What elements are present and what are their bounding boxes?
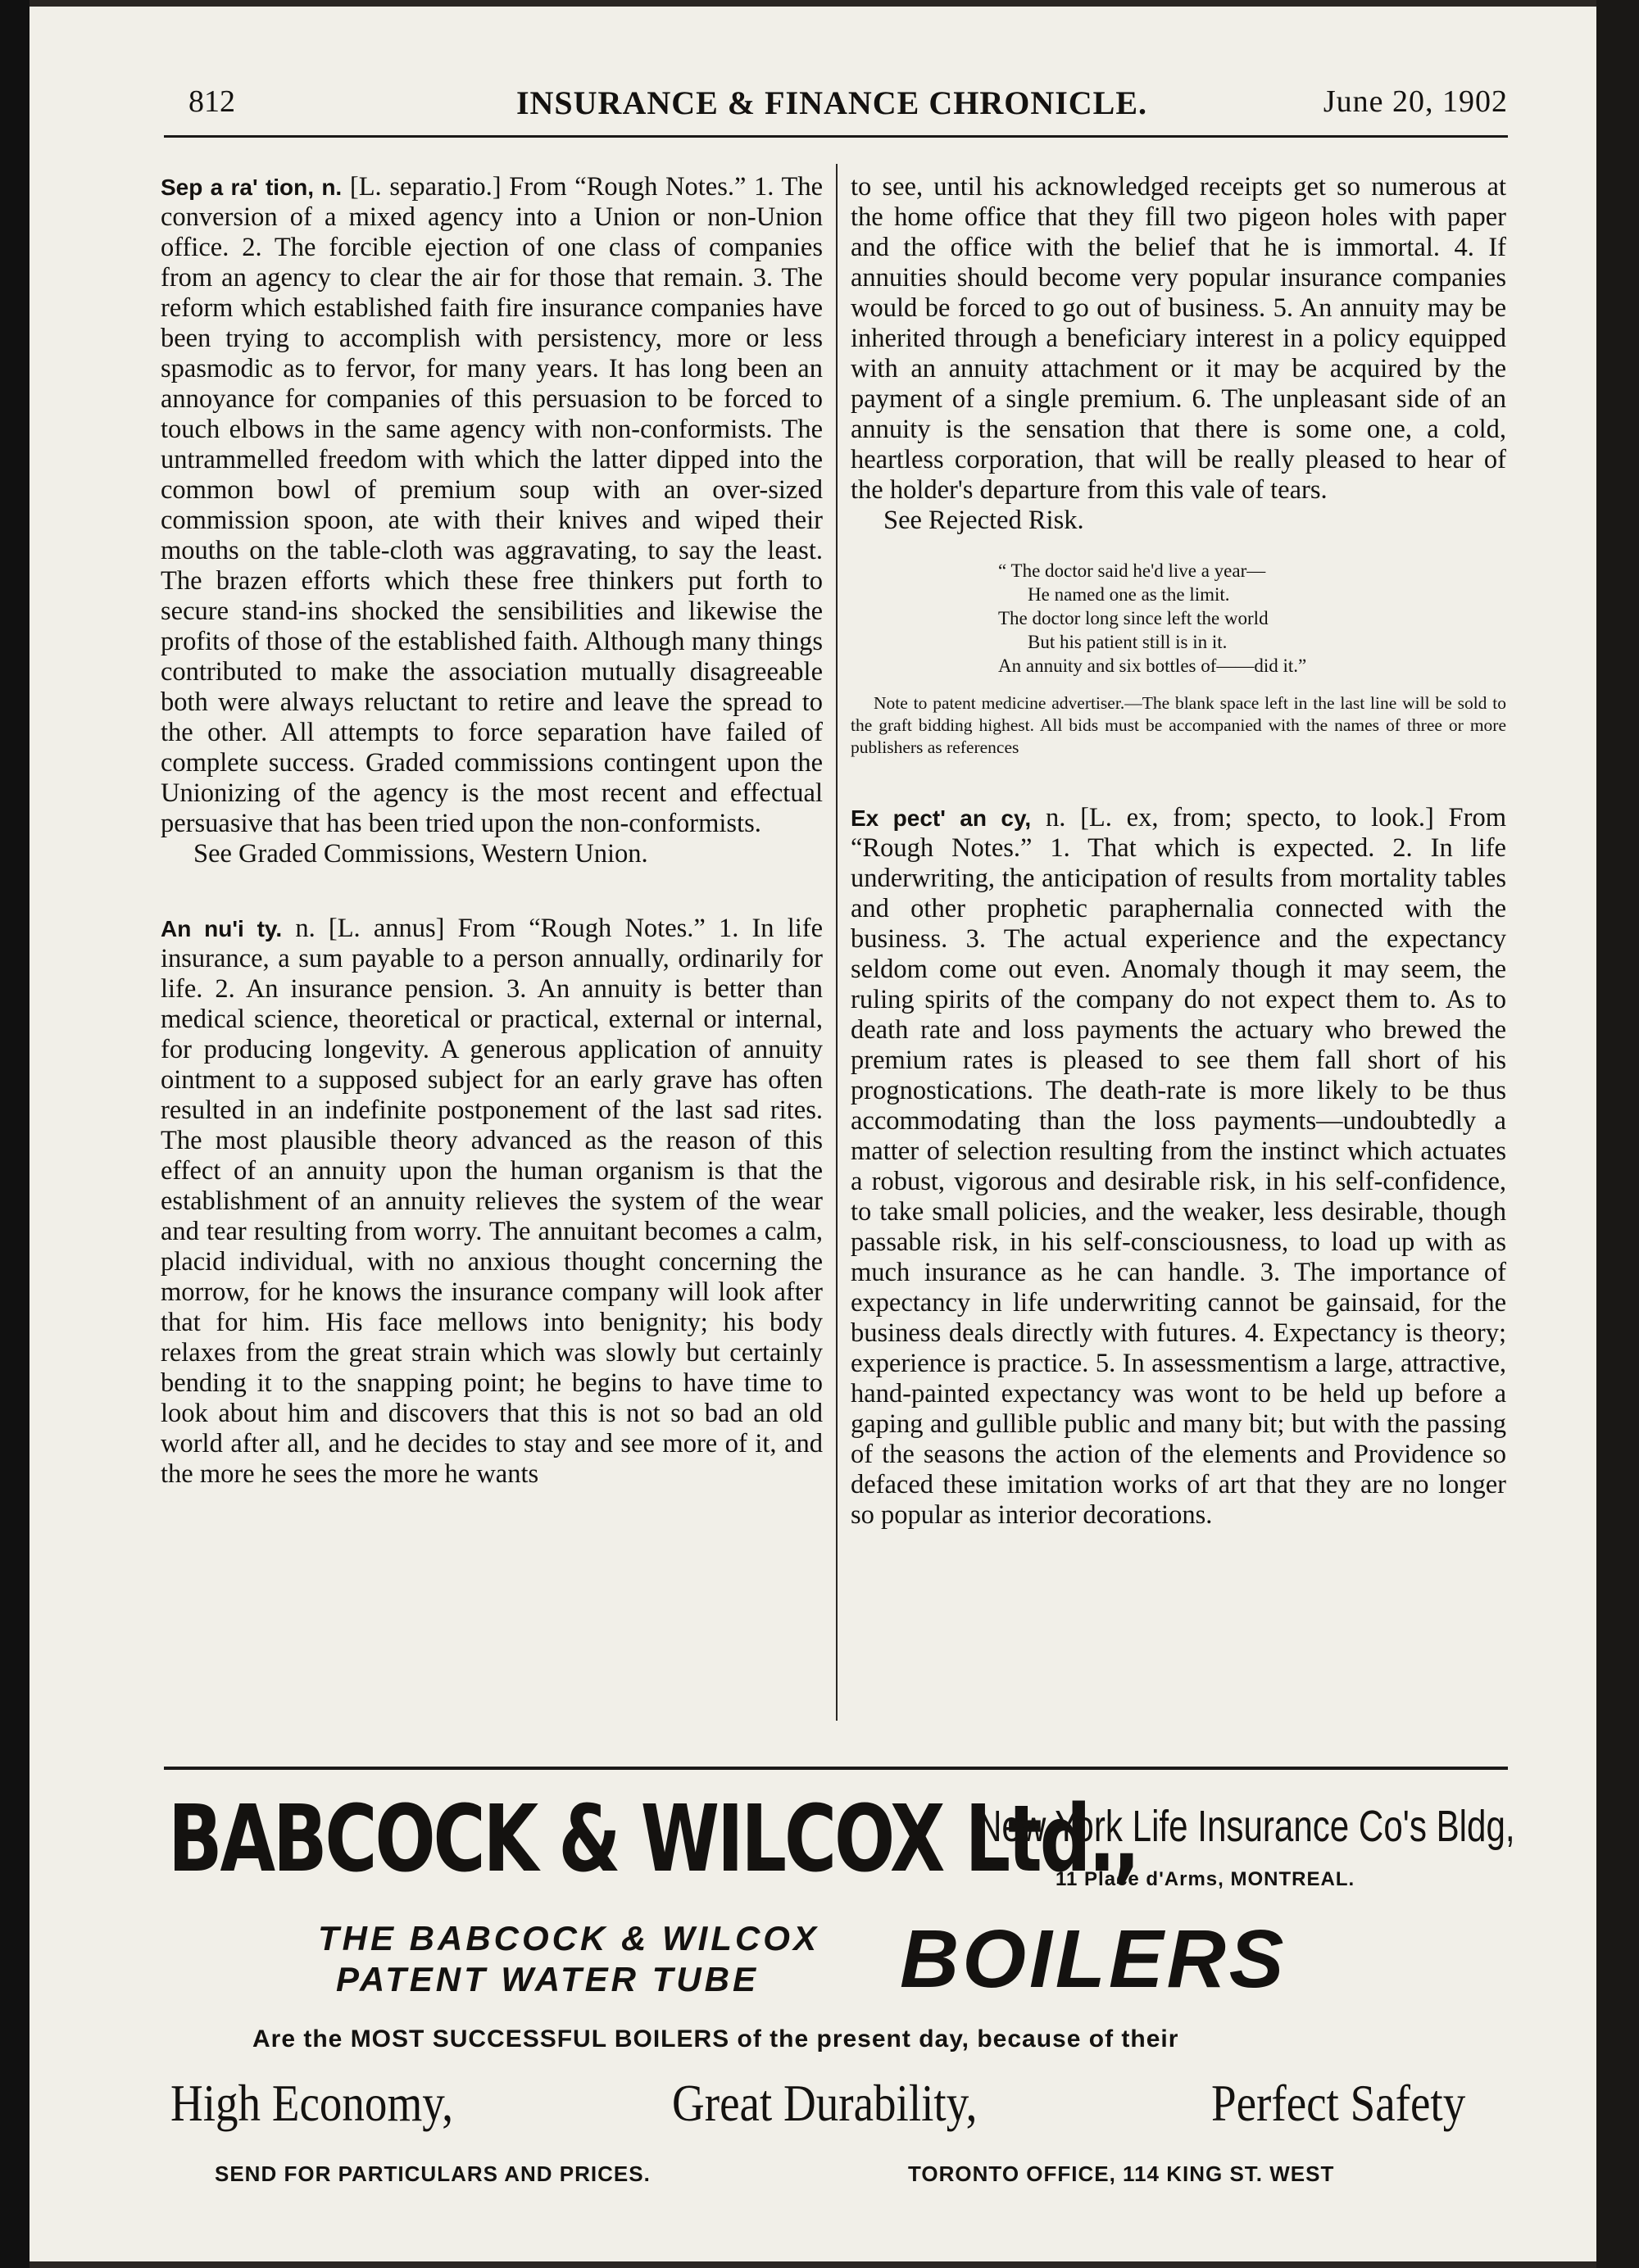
see-also: See Graded Commissions, Western Union. — [193, 839, 648, 869]
verse-line: “ The doctor said he'd live a year— — [998, 560, 1266, 581]
ad-product-line: PATENT WATER TUBE — [336, 1960, 759, 1998]
verse-line: An annuity and six bottles of——did it.” — [998, 655, 1307, 676]
scan-binding-right — [1596, 0, 1639, 2268]
scan-binding-left — [0, 0, 30, 2268]
entry-body: n. [L. ex, from; specto, to look.] From “Rough Notes.” 1. That which is expected. 2. In life underwriting, the anticipation of results from mortality tables and other prophetic paraphernalia connected with the business. 3. The actual experience and the expectancy seldom come out even. Anomaly though it may seem, the ruling spirits of the company do not expect them to. As to death rate and loss payments the actuary who brewed the premium rates is pleased to see them fall short of his prognostications. The death-rate is more likely to be thus accommodating than the loss payments—undoubtedly a matter of selection resulting from the instinct which actuates a robust, vigorous and desirable risk, in his self-confidence, to take small policies, and the weaker, less desirable, though passable risk, in his self-consciousness, to load up with as much insurance as he can handle. 3. The importance of expectancy in life underwriting cannot be gainsaid, for the business deals directly with futures. 4. Expectancy is theory; experience is practice. 5. In assessmentism a large, attractive, hand-painted expectancy was wont to be held up before a gaping and gullible public and many bit; but with the passing of the seasons the action of the elements and Providence so defaced these imitation works of art that they are no longer so popular as interior decorations. — [851, 803, 1506, 1530]
entry-body: n. [L. annus] From “Rough Notes.” 1. In life insurance, a sum payable to a person annually, ordinarily for life. 2. An insurance pension. 3. An annuity is better than medical science, theoretical or practical, external or internal, for producing longevity. A generous application of annuity ointment to a supposed subject for an early grave has often resulted in an indefinite postponement of the last sad rites. The most plausible theory advanced as the reason of this effect of an annuity upon the human organism is that the establishment of an annuity relieves the system of the wear and tear resulting from worry. The annuitant becomes a calm, placid individual, with no anxious thought concerning the morrow, for he knows the insurance company will look after that for him. His face mellows into benignity; his body relaxes from the great strain which was slowly but certainly bending it to the snapping point; he begins to have time to look about him and discovers that this is not so bad an old world after all, and he decides to stay and see more of it, and the more he sees the more he wants — [161, 914, 824, 1489]
entry-body: [L. separatio.] From “Rough Notes.” 1. The conversion of a mixed agency into a Union or non-Union office. 2. The forcible ejection of one class of companies from an agency to clear the air for those that remain. 3. The reform which established faith fire insurance companies have been trying to accomplish with persistency, more or less spasmodic as to fervor, for many years. It has long been an annoyance for companies of this persuasion to be forced to touch elbows in the same agency with non-conformists. The untrammelled freedom with which the latter dipped into the common bowl of premium soup with an over-sized commission spoon, ate with their knives and wiped their mouths on the table-cloth was aggravating, to say the least. The brazen efforts which these free thinkers put forth to secure stand-ins shocked the sensibilities and likewise the profits of those of the established faith. Although many things contributed to make the association mutually disagreeable both were always reluctant to retire and leave the spread to the other. All attempts to force separation have failed of complete success. Graded commissions contingent upon the Unionizing of the agency is the most recent and effectual persuasive that has been tried upon the non-conformists. — [161, 172, 824, 838]
verse — [998, 559, 1506, 678]
entry-annuity — [161, 914, 823, 1490]
publication-title: INSURANCE & FINANCE CHRONICLE. — [515, 84, 1148, 121]
ad-feature: Perfect Safety — [1211, 2074, 1466, 2132]
verse-line: The doctor long since left the world — [998, 608, 1269, 628]
column-divider — [836, 164, 838, 1721]
ad-tagline: Are the MOST SUCCESSFUL BOILERS of the present day, because of their — [252, 2025, 1179, 2053]
ad-feature: Great Durability, — [672, 2074, 978, 2132]
entry-term: An nu'i ty. — [161, 916, 283, 941]
entry-term: Sep a ra' tion, n. — [161, 175, 343, 200]
verse-line: But his patient still is in it. — [1028, 632, 1228, 652]
page-number: 812 — [188, 84, 235, 119]
ad-address-street: 11 Place d'Arms, MONTREAL. — [1056, 1868, 1355, 1890]
entry-separation — [161, 172, 823, 839]
entry-annuity-continued: to see, until his acknowledged receipts get so numerous at the home office that they fill two pigeon holes with paper and the office with the belief that he is immortal. 4. If annuities should become very popular insurance companies would be forced to go out of business. 5. An annuity may be inherited through a beneficiary interest in a policy equipped with an annuity attachment or it may be acquired by the payment of a single premium. 6. The unpleasant side of an annuity is the sensation that there is some one, a cold, heartless corporation, that will be really pleased to hear of the holder's departure from this vale of tears. — [851, 172, 1506, 505]
right-column — [851, 172, 1506, 1531]
ad-address-building: New York Life Insurance Co's Bldg, — [977, 1802, 1515, 1851]
ad-product-line: THE BABCOCK & WILCOX — [318, 1919, 820, 1957]
entry-expectancy — [851, 803, 1506, 1531]
ad-company-name: BABCOCK & WILCOX Ltd., — [168, 1786, 1138, 1893]
see-also: See Rejected Risk. — [883, 506, 1084, 535]
advertisement-rule — [164, 1767, 1508, 1770]
left-column — [161, 172, 823, 1490]
issue-date: June 20, 1902 — [1323, 84, 1508, 119]
verse-line: He named one as the limit. — [1028, 584, 1230, 605]
ad-product-headline: BOILERS — [900, 1913, 1287, 2005]
ad-office-address: TORONTO OFFICE, 114 KING ST. WEST — [908, 2161, 1335, 2186]
ad-call-to-action: SEND FOR PARTICULARS AND PRICES. — [215, 2161, 651, 2186]
ad-feature: High Economy, — [170, 2074, 453, 2132]
header-rule — [164, 135, 1508, 138]
advertiser-note: Note to patent medicine advertiser.—The blank space left in the last line will be sold to the graft bidding highest. All bids must be accompanied with the names of three or more publishers as references — [851, 693, 1506, 757]
entry-term: Ex pect' an cy, — [851, 805, 1032, 831]
page-header — [156, 84, 1508, 133]
